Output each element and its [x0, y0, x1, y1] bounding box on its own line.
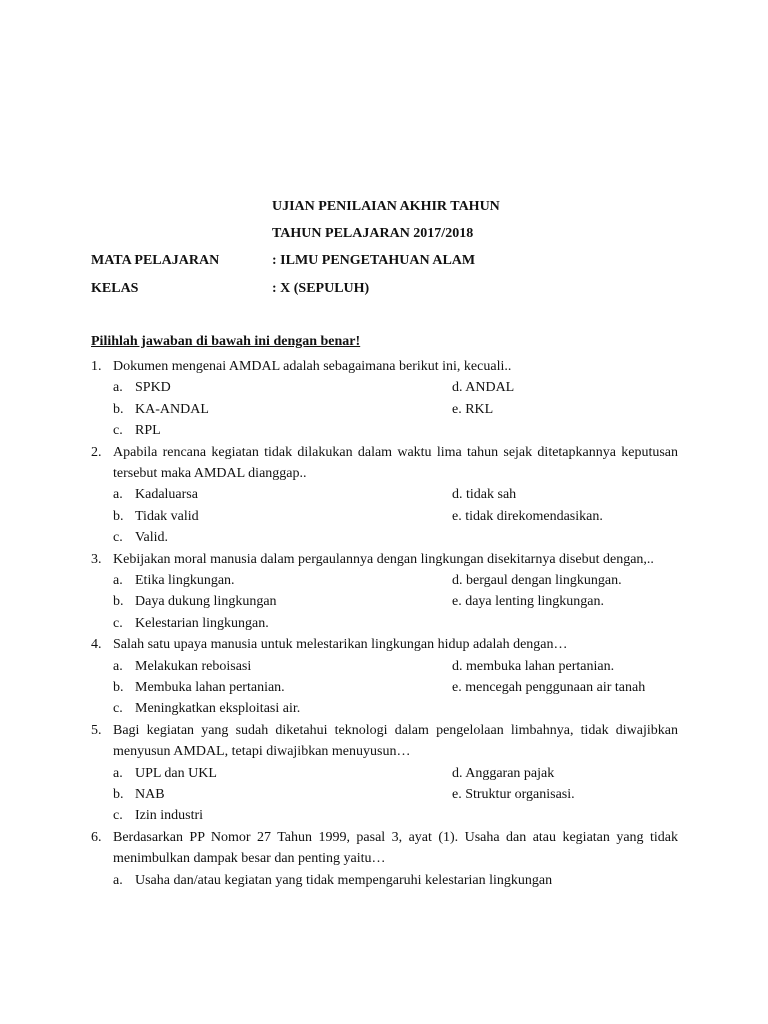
option-row	[91, 377, 678, 398]
option-text: bergaul dengan lingkungan.	[466, 572, 622, 588]
option-letter: d.	[452, 487, 463, 503]
option-letter: d.	[452, 572, 463, 588]
option-row	[91, 656, 678, 677]
exam-title: UJIAN PENILAIAN AKHIR TAHUN	[272, 199, 500, 214]
option-letter: d.	[452, 658, 463, 674]
option-letter: e.	[452, 786, 462, 802]
option-letter: a.	[113, 572, 123, 588]
question-text: Bagi kegiatan yang sudah diketahui teknologi dalam pengelolaan limbahnya, tidak diwajibkan menyusun AMDAL, tetapi diwajibkan menuyusun…	[113, 722, 678, 760]
option-row	[91, 698, 678, 719]
option-e	[452, 506, 603, 527]
question-stem	[91, 827, 678, 870]
option-letter: c.	[113, 615, 123, 631]
question-stem	[91, 549, 678, 570]
option-text: Tidak valid	[135, 508, 199, 524]
option-letter: c.	[113, 808, 123, 824]
option-text: Usaha dan/atau kegiatan yang tidak mempengaruhi kelestarian lingkungan	[135, 872, 553, 888]
option-text: NAB	[135, 786, 165, 802]
option-text: tidak sah	[466, 487, 517, 503]
question-number: 5.	[91, 722, 102, 738]
option-text: Meningkatkan eksploitasi air.	[135, 701, 301, 717]
question-number: 1.	[91, 359, 102, 374]
option-text: Valid.	[135, 530, 169, 546]
class-value: : X (SEPULUH)	[272, 281, 370, 296]
question-number: 2.	[91, 444, 102, 460]
option-text: SPKD	[135, 380, 171, 396]
option-letter: a.	[113, 380, 123, 396]
subject-label: MATA PELAJARAN	[91, 253, 220, 268]
academic-year: TAHUN PELAJARAN 2017/2018	[272, 226, 474, 241]
question-text: Kebijakan moral manusia dalam pergaulannya dengan lingkungan disekitarnya disebut dengan,..	[113, 551, 654, 567]
option-text: Izin industri	[135, 808, 204, 824]
option-letter: c.	[113, 701, 123, 717]
option-letter: e.	[452, 401, 462, 417]
option-row	[91, 527, 678, 548]
question-number: 6.	[91, 829, 102, 845]
option-letter: b.	[113, 679, 124, 695]
option-e	[452, 399, 493, 420]
option-row	[91, 763, 678, 784]
question-stem	[91, 634, 678, 655]
question-4	[91, 634, 678, 720]
subject-row	[91, 250, 691, 274]
subject-value: : ILMU PENGETAHUAN ALAM	[272, 253, 476, 268]
option-text: Etika lingkungan.	[135, 572, 235, 588]
option-letter: e.	[452, 508, 462, 524]
option-d	[452, 377, 514, 398]
option-letter: b.	[113, 508, 124, 524]
question-number: 3.	[91, 551, 102, 567]
option-row	[91, 506, 678, 527]
question-text: Berdasarkan PP Nomor 27 Tahun 1999, pasal 3, ayat (1). Usaha dan atau kegiatan yang tidak menimbulkan dampak besar dan penting yaitu…	[113, 829, 678, 867]
option-letter: b.	[113, 401, 124, 417]
option-letter: a.	[113, 487, 123, 503]
question-1	[91, 356, 678, 442]
question-text: Dokumen mengenai AMDAL adalah sebagaimana berikut ini, kecuali..	[113, 359, 512, 374]
option-row	[91, 570, 678, 591]
option-text: KA-ANDAL	[135, 401, 209, 417]
option-text: Daya dukung lingkungan	[135, 594, 277, 610]
question-text: Apabila rencana kegiatan tidak dilakukan dalam waktu lima tahun sejak ditetapkannya keputusan tersebut maka AMDAL dianggap..	[113, 444, 678, 481]
option-letter: b.	[113, 786, 124, 802]
question-number: 4.	[91, 637, 102, 653]
option-row	[91, 805, 678, 826]
option-d	[452, 763, 554, 784]
option-d	[452, 570, 622, 591]
option-row	[91, 613, 678, 634]
question-3	[91, 549, 678, 635]
option-row	[91, 784, 678, 805]
option-d	[452, 656, 614, 677]
option-letter: c.	[113, 423, 123, 439]
question-list	[91, 356, 678, 891]
option-text: Struktur organisasi.	[465, 786, 575, 802]
option-letter: e.	[452, 594, 462, 610]
option-letter: a.	[113, 765, 123, 781]
option-text: Kadaluarsa	[135, 487, 198, 503]
question-stem	[91, 442, 678, 485]
option-text: RPL	[135, 423, 161, 439]
class-row	[91, 278, 691, 302]
option-e	[452, 591, 604, 612]
option-text: Membuka lahan pertanian.	[135, 679, 285, 695]
option-text: mencegah penggunaan air tanah	[465, 679, 646, 695]
option-row	[91, 420, 678, 441]
option-text: tidak direkomendasikan.	[465, 508, 603, 524]
question-2	[91, 442, 678, 549]
option-d	[452, 484, 516, 505]
option-row	[91, 484, 678, 505]
option-letter: d.	[452, 380, 463, 396]
question-5	[91, 720, 678, 827]
option-text: Kelestarian lingkungan.	[135, 615, 269, 631]
question-text: Salah satu upaya manusia untuk melestarikan lingkungan hidup adalah dengan…	[113, 637, 568, 653]
question-6	[91, 827, 678, 891]
question-stem	[91, 356, 678, 377]
option-text: ANDAL	[465, 380, 515, 396]
option-text: Anggaran pajak	[465, 765, 555, 781]
option-text: RKL	[465, 401, 494, 417]
option-letter: d.	[452, 765, 463, 781]
option-letter: a.	[113, 658, 123, 674]
option-row	[91, 677, 678, 698]
option-row	[91, 870, 678, 891]
option-e	[452, 784, 575, 805]
class-label: KELAS	[91, 281, 139, 296]
option-text: membuka lahan pertanian.	[466, 658, 615, 674]
instruction: Pilihlah jawaban di bawah ini dengan benar!	[91, 334, 361, 349]
option-letter: a.	[113, 872, 123, 888]
option-letter: b.	[113, 594, 124, 610]
option-text: UPL dan UKL	[135, 765, 217, 781]
option-row	[91, 591, 678, 612]
question-stem	[91, 720, 678, 763]
option-text: daya lenting lingkungan.	[465, 594, 605, 610]
option-letter: e.	[452, 679, 462, 695]
option-row	[91, 399, 678, 420]
option-e	[452, 677, 645, 698]
option-text: Melakukan reboisasi	[135, 658, 252, 674]
option-letter: c.	[113, 530, 123, 546]
